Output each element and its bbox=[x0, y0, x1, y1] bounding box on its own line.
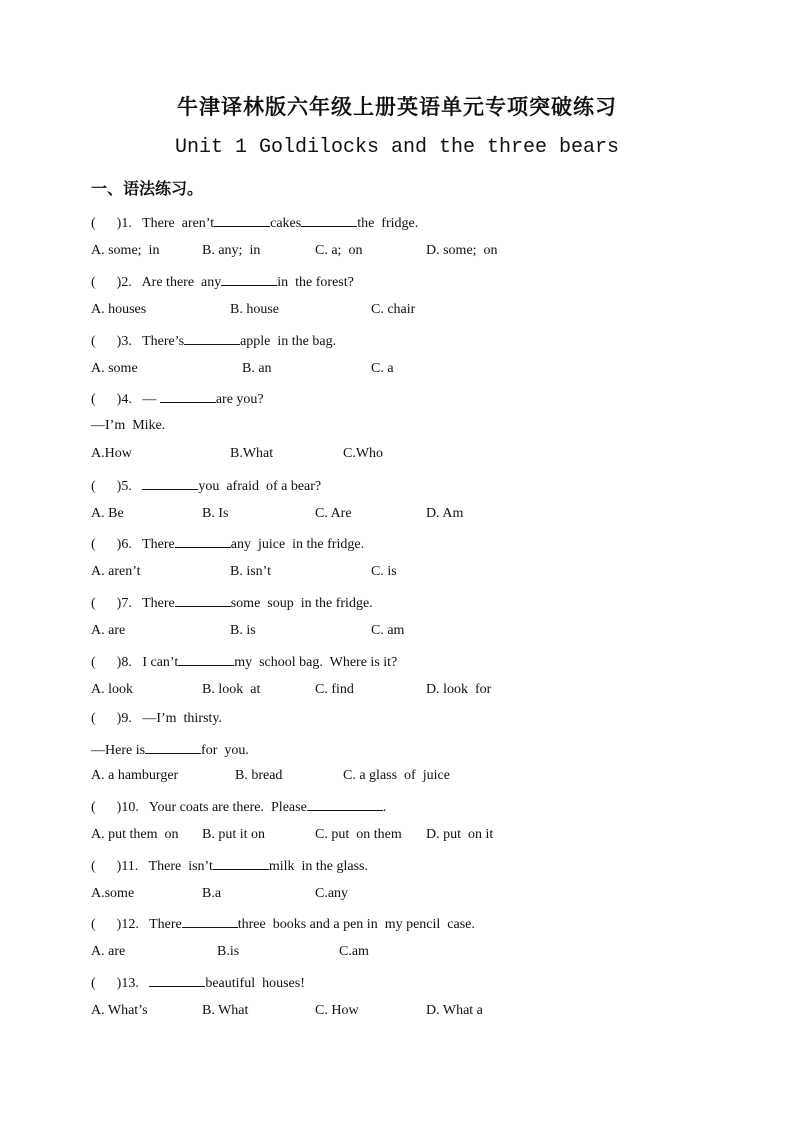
option-choice[interactable]: A. put them on bbox=[91, 827, 179, 842]
question-text: are you? bbox=[215, 392, 264, 407]
option-choice[interactable]: A. some; in bbox=[91, 243, 160, 258]
dialogue-line bbox=[91, 740, 249, 760]
question-number: 9. bbox=[121, 711, 132, 726]
question-number: 4. bbox=[121, 392, 132, 407]
question-stem bbox=[91, 914, 475, 934]
answer-blank[interactable] bbox=[175, 534, 231, 548]
option-choice[interactable]: B. Is bbox=[202, 506, 229, 521]
question-text: There’s bbox=[142, 334, 185, 349]
question-stem bbox=[91, 213, 418, 233]
question-text: There bbox=[142, 537, 175, 552]
option-choice[interactable]: A. Be bbox=[91, 506, 124, 521]
question-text: — bbox=[142, 392, 160, 407]
question-stem bbox=[91, 797, 386, 817]
question-number: 8. bbox=[121, 655, 132, 670]
option-choice[interactable]: B.What bbox=[230, 446, 274, 461]
option-choice[interactable]: C. chair bbox=[371, 302, 416, 317]
answer-paren[interactable]: ( ) bbox=[91, 976, 122, 991]
answer-paren[interactable]: ( ) bbox=[91, 917, 122, 932]
answer-paren[interactable]: ( ) bbox=[91, 655, 122, 670]
question-number: 13. bbox=[121, 976, 139, 991]
option-choice[interactable]: A. are bbox=[91, 623, 126, 638]
option-choice[interactable]: A. houses bbox=[91, 302, 147, 317]
question-text: I can’t bbox=[142, 655, 179, 670]
answer-blank[interactable] bbox=[307, 797, 383, 811]
option-choice[interactable]: C. find bbox=[315, 682, 354, 697]
question-stem bbox=[91, 856, 368, 876]
option-choice[interactable]: B. isn’t bbox=[230, 564, 271, 579]
option-choice[interactable]: C.am bbox=[339, 944, 369, 959]
option-choice[interactable]: B. house bbox=[230, 302, 279, 317]
option-choice[interactable]: B. look at bbox=[202, 682, 261, 697]
option-choice[interactable]: D. What a bbox=[426, 1003, 483, 1018]
option-choice[interactable]: B. an bbox=[242, 361, 272, 376]
option-choice[interactable]: B.is bbox=[217, 944, 240, 959]
question-stem bbox=[91, 973, 305, 993]
option-choice[interactable]: A. a hamburger bbox=[91, 768, 179, 783]
question-stem bbox=[91, 711, 222, 731]
option-choice[interactable]: B. put it on bbox=[202, 827, 266, 842]
question-stem bbox=[91, 476, 321, 496]
question-text: some soup in the fridge. bbox=[230, 596, 373, 611]
question-stem bbox=[91, 389, 264, 409]
question-text: apple in the bag. bbox=[240, 334, 337, 349]
option-choice[interactable]: C. is bbox=[371, 564, 397, 579]
option-choice[interactable]: A. some bbox=[91, 361, 138, 376]
option-choice[interactable]: C. a; on bbox=[315, 243, 363, 258]
answer-blank[interactable] bbox=[160, 389, 216, 403]
option-choice[interactable]: A. aren’t bbox=[91, 564, 141, 579]
question-text: the fridge. bbox=[357, 216, 419, 231]
option-choice[interactable]: D. Am bbox=[426, 506, 464, 521]
page-title: 牛津译林版六年级上册英语单元专项突破练习 bbox=[177, 95, 617, 119]
answer-blank[interactable] bbox=[214, 213, 270, 227]
unit-subtitle: Unit 1 Goldilocks and the three bears bbox=[174, 136, 620, 159]
answer-paren[interactable]: ( ) bbox=[91, 800, 122, 815]
question-number: 5. bbox=[121, 479, 132, 494]
question-text: three books and a pen in my pencil case. bbox=[237, 917, 475, 932]
option-choice[interactable]: A.some bbox=[91, 886, 135, 901]
option-choice[interactable]: B. What bbox=[202, 1003, 249, 1018]
question-number: 12. bbox=[121, 917, 139, 932]
answer-paren[interactable]: ( ) bbox=[91, 216, 122, 231]
answer-blank[interactable] bbox=[149, 973, 205, 987]
answer-blank[interactable] bbox=[182, 914, 238, 928]
answer-blank[interactable] bbox=[175, 593, 231, 607]
answer-paren[interactable]: ( ) bbox=[91, 596, 122, 611]
dialogue-line bbox=[91, 418, 165, 438]
question-text: my school bag. Where is it? bbox=[234, 655, 398, 670]
option-choice[interactable]: B. any; in bbox=[202, 243, 261, 258]
option-choice[interactable]: B. bread bbox=[235, 768, 283, 783]
section-heading: 一、语法练习。 bbox=[91, 181, 204, 198]
answer-paren[interactable]: ( ) bbox=[91, 392, 122, 407]
question-text: in the forest? bbox=[277, 275, 354, 290]
question-text: There isn’t bbox=[148, 859, 213, 874]
question-text: cakes bbox=[270, 216, 302, 231]
option-choice[interactable]: C. a bbox=[371, 361, 394, 376]
question-number: 7. bbox=[121, 596, 132, 611]
question-number: 10. bbox=[121, 800, 139, 815]
question-stem bbox=[91, 272, 354, 292]
option-choice[interactable]: A. What’s bbox=[91, 1003, 148, 1018]
option-choice[interactable]: C. put on them bbox=[315, 827, 402, 842]
option-choice[interactable]: B.a bbox=[202, 886, 222, 901]
question-text: . bbox=[382, 800, 387, 815]
dialogue-text: —Here is bbox=[91, 743, 146, 758]
question-number: 11. bbox=[121, 859, 139, 874]
answer-paren[interactable]: ( ) bbox=[91, 479, 122, 494]
option-choice[interactable]: C. a glass of juice bbox=[343, 768, 450, 783]
question-stem bbox=[91, 652, 397, 672]
answer-blank[interactable] bbox=[178, 652, 234, 666]
question-number: 1. bbox=[121, 216, 132, 231]
question-text: Are there any bbox=[141, 275, 222, 290]
answer-blank[interactable] bbox=[301, 213, 357, 227]
answer-blank[interactable] bbox=[221, 272, 277, 286]
option-choice[interactable]: A.How bbox=[91, 446, 132, 461]
option-choice[interactable]: D. some; on bbox=[426, 243, 498, 258]
option-choice[interactable]: C. Are bbox=[315, 506, 352, 521]
option-choice[interactable]: A. look bbox=[91, 682, 133, 697]
question-stem bbox=[91, 593, 373, 613]
answer-blank[interactable] bbox=[142, 476, 198, 490]
answer-blank[interactable] bbox=[145, 740, 201, 754]
option-choice[interactable]: D. put on it bbox=[426, 827, 494, 842]
question-text: Your coats are there. Please bbox=[148, 800, 307, 815]
answer-paren[interactable]: ( ) bbox=[91, 537, 122, 552]
option-choice[interactable]: C. How bbox=[315, 1003, 359, 1018]
option-choice[interactable]: D. look for bbox=[426, 682, 492, 697]
question-text: any juice in the fridge. bbox=[230, 537, 365, 552]
option-choice[interactable]: B. is bbox=[230, 623, 256, 638]
question-number: 6. bbox=[121, 537, 132, 552]
answer-blank[interactable] bbox=[213, 856, 269, 870]
option-choice[interactable]: C.Who bbox=[343, 446, 384, 461]
answer-paren[interactable]: ( ) bbox=[91, 275, 122, 290]
option-choice[interactable]: C. am bbox=[371, 623, 405, 638]
option-choice[interactable]: A. are bbox=[91, 944, 126, 959]
question-text: beautiful houses! bbox=[205, 976, 305, 991]
question-number: 3. bbox=[121, 334, 132, 349]
answer-paren[interactable]: ( ) bbox=[91, 334, 122, 349]
answer-paren[interactable]: ( ) bbox=[91, 859, 122, 874]
answer-paren[interactable]: ( ) bbox=[91, 711, 122, 726]
question-text: There bbox=[149, 917, 182, 932]
option-choice[interactable]: C.any bbox=[315, 886, 349, 901]
question-text: There aren’t bbox=[142, 216, 215, 231]
dialogue-text: —I’m Mike. bbox=[91, 418, 166, 433]
question-text: —I’m thirsty. bbox=[142, 711, 222, 726]
question-stem bbox=[91, 534, 364, 554]
question-text: There bbox=[142, 596, 175, 611]
question-stem bbox=[91, 331, 336, 351]
question-text: you afraid of a bear? bbox=[198, 479, 322, 494]
question-number: 2. bbox=[121, 275, 132, 290]
dialogue-text: for you. bbox=[201, 743, 249, 758]
question-text: milk in the glass. bbox=[268, 859, 369, 874]
answer-blank[interactable] bbox=[184, 331, 240, 345]
